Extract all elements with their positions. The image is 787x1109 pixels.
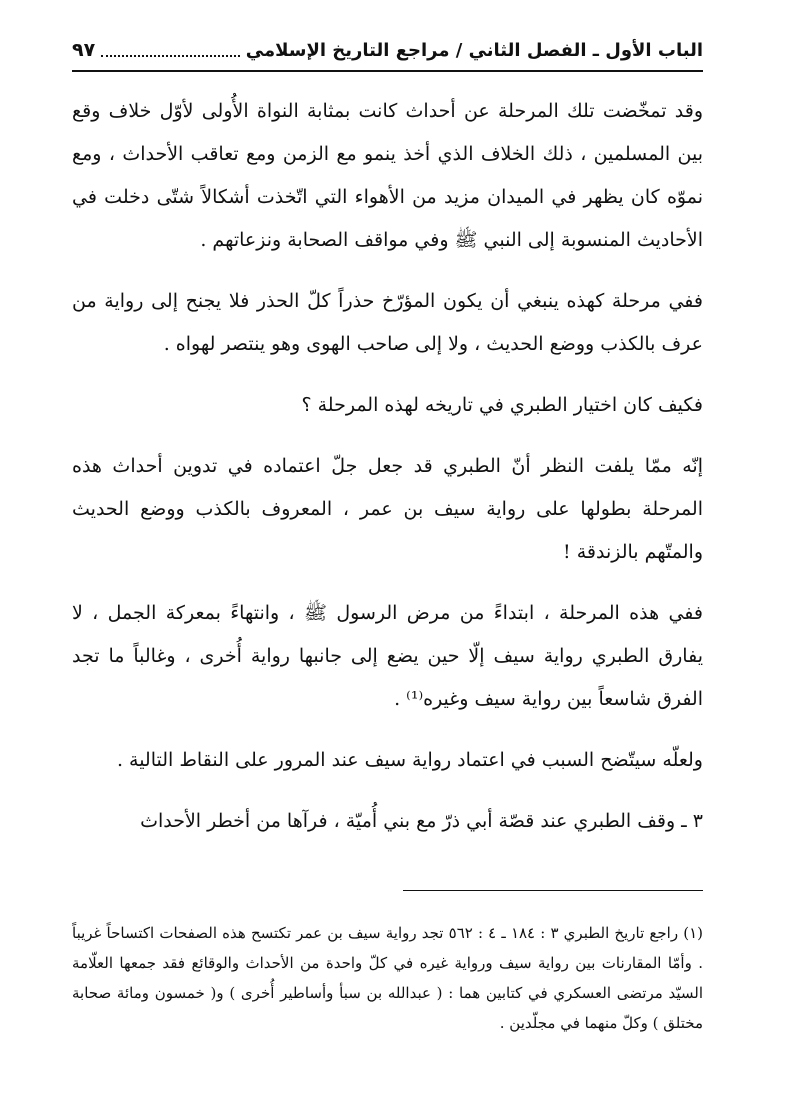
- footnote-1: (١) راجع تاريخ الطبري ٣ : ١٨٤ ـ ٤ : ٥٦٢ تجد رواية سيف بن عمر تكتسح هذه الصفحات اكتساحاً غريباً . وأمّا المقارنات بين رواية سيف ورواية غيره في كلّ واحدة من الأحداث والوقائع فقد جمعها العلّامة السيّد مرتضى العسكري في كتابين هما : ( عبدالله بن سبأ وأساطير أُخرى ) و( خمسون ومائة صحابة مختلق ) وكلّ منهما في مجلّدين .: [72, 924, 704, 1032]
- paragraph-2: ففي مرحلة كهذه ينبغي أن يكون المؤرّخ حذراً كلّ الحذر فلا يجنح إلى رواية من عرف بالكذب ووضع الحديث ، ولا إلى صاحب الهوى وهو ينتصر لهواه .: [72, 290, 703, 355]
- paragraph-4: إنّه ممّا يلفت النظر أنّ الطبري قد جعل جلّ اعتماده في تدوين أحداث هذه المرحلة بطولها على رواية سيف بن عمر ، المعروف بالكذب ووضع الحديث والمتّهم بالزندقة !: [72, 455, 703, 563]
- footnote-divider: [403, 890, 703, 891]
- paragraph-1: وقد تمخّضت تلك المرحلة عن أحداث كانت بمثابة النواة الأُولى لأوّل خلاف وقع بين المسلمين ، ذلك الخلاف الذي أخذ ينمو مع الزمن ومع تعاقب الأحداث ، ومع نموّه كان يظهر في الميدان مزيد من الأهواء التي اتّخذت أشكالاً شتّى دخلت في الأحاديث المنسوبة إلى النبي ﷺ وفي مواقف الصحابة ونزعاتهم .: [72, 100, 703, 251]
- header-title: الباب الأول ـ الفصل الثاني / مراجع التاريخ الإسلامي: [245, 39, 703, 61]
- running-header: [72, 30, 703, 72]
- paragraph-6: ولعلّه سيتّضح السبب في اعتماد رواية سيف عند المرور على النقاط التالية .: [116, 749, 703, 771]
- main-text: [72, 90, 703, 861]
- header-leader-dots: [101, 55, 240, 57]
- paragraph-3: فكيف كان اختيار الطبري في تاريخه لهذه المرحلة ؟: [301, 394, 703, 416]
- paragraph-5: ففي هذه المرحلة ، ابتداءً من مرض الرسول ﷺ ، وانتهاءً بمعركة الجمل ، لا يفارق الطبري رواية سيف إلّا حين يضع إلى جانبها رواية أُخرى ، وغالباً ما تجد الفرق شاسعاً بين رواية سيف وغيره⁽¹⁾ .: [72, 602, 703, 710]
- paragraph-7: ٣ ـ وقف الطبري عند قصّة أبي ذرّ مع بني أُميّة ، فرآها من أخطر الأحداث: [140, 810, 703, 832]
- page-number: ٩٧: [72, 39, 96, 61]
